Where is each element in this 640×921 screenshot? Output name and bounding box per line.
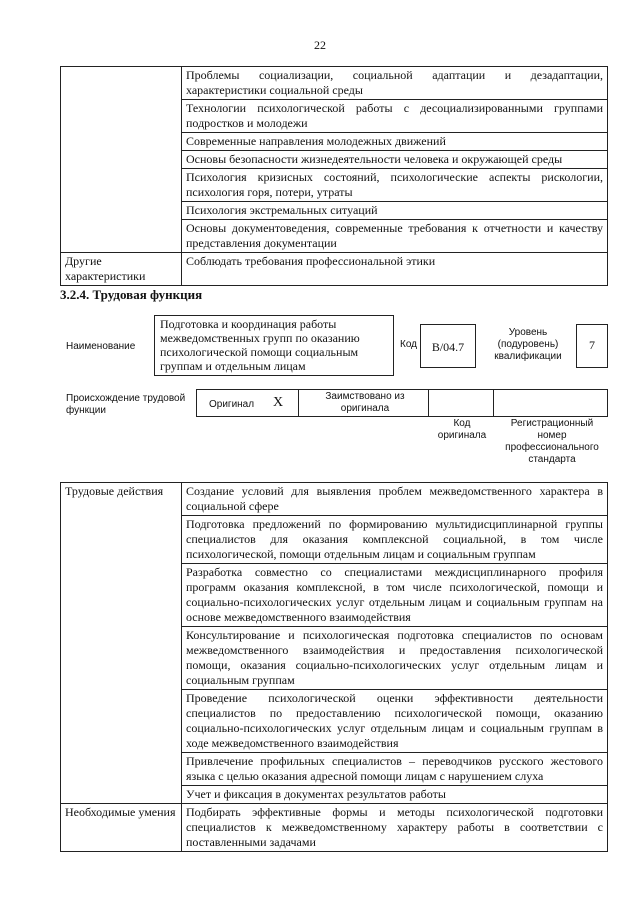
knowledge-item: Технологии психологической работы с десоциализированными группами подростков и молодежи: [182, 100, 608, 133]
skill-item: Подбирать эффективные формы и методы психологической подготовки специалистов к межведомственному характеру работы в соответствии с поставленными задачами: [182, 804, 608, 852]
qualification-level-label: Уровень (подуровень) квалификации: [494, 327, 562, 362]
function-name-box: Подготовка и координация работы межведомственных групп по оказанию психологической помощи социальным группам и отдельным лицам: [154, 315, 394, 376]
labor-action-item: Учет и фиксация в документах результатов работы: [182, 786, 608, 804]
labor-action-item: Привлечение профильных специалистов – переводчиков русского жестового языка с целью оказания адресной помощи лицам с нарушением слуха: [182, 753, 608, 786]
labor-action-item: Консультирование и психологическая подготовка специалистов по основам межведомственного взаимодействия и предоставления психологической помощи, оказания социально-психологических услуг отдельным лицам и социальным группам: [182, 627, 608, 690]
table-row: [61, 483, 608, 516]
other-characteristics-value: Соблюдать требования профессиональной этики: [182, 253, 608, 286]
divider: [298, 390, 299, 416]
divider: [493, 390, 494, 416]
knowledge-table: [60, 66, 608, 286]
original-label: Оригинал: [209, 399, 255, 410]
knowledge-item: Основы безопасности жизнедеятельности человека и окружающей среды: [182, 151, 608, 169]
origin-box: [196, 389, 608, 417]
labor-action-item: Проведение психологической оценки эффективности деятельности специалистов по предоставлению психологической помощи, оказанию социально-психологических услуг отдельным лицам и социальным группам в ходе межведомственного взаимодействия: [182, 690, 608, 753]
section-heading: 3.2.4. Трудовая функция: [60, 287, 203, 302]
labor-action-item: Разработка совместно со специалистами междисциплинарного профиля программ оказания комплексной, в том числе психологической, помощи и социально-психологических услуг отдельным лицам и социальным группам на основе межведомственного взаимодействия: [182, 564, 608, 627]
labor-actions-table: [60, 482, 608, 852]
page-number: 22: [314, 38, 326, 52]
table-row: [61, 253, 608, 286]
knowledge-item: Психология экстремальных ситуаций: [182, 202, 608, 220]
table-row: [61, 67, 608, 100]
qualification-level-value: 7: [576, 324, 608, 368]
divider: [428, 390, 429, 416]
labor-actions-label: Трудовые действия: [61, 483, 182, 804]
knowledge-item: Основы документоведения, современные требования к отчетности и качеству представления документации: [182, 220, 608, 253]
knowledge-item: Современные направления молодежных движений: [182, 133, 608, 151]
registration-number-label: Регистрационный номер профессионального стандарта: [505, 418, 599, 465]
labor-action-item: Подготовка предложений по формированию мультидисциплинарной группы специалистов для оказания комплексной социальной, в том числе психологической, помощи отдельным лицам и социальным группам: [182, 516, 608, 564]
code-original-label: Код оригинала: [437, 418, 487, 441]
name-label: Наименование: [66, 341, 136, 352]
knowledge-item: Психология кризисных состояний, психологические аспекты рискологии, психология горя, потери, утраты: [182, 169, 608, 202]
other-characteristics-label: Другие характеристики: [61, 253, 182, 286]
knowledge-item: Проблемы социализации, социальной адаптации и дезадаптации, характеристики социальной среды: [182, 67, 608, 100]
code-label: Код: [400, 339, 418, 350]
labor-action-item: Создание условий для выявления проблем межведомственного характера в социальной сфере: [182, 483, 608, 516]
table-row: [61, 804, 608, 852]
origin-label: Происхождение трудовой функции: [66, 393, 186, 416]
required-skills-label: Необходимые умения: [61, 804, 182, 852]
borrowed-label: Заимствовано из оригинала: [325, 391, 405, 414]
code-value-box: B/04.7: [420, 324, 476, 368]
table-cell-empty: [61, 67, 182, 253]
original-mark: X: [273, 395, 284, 410]
